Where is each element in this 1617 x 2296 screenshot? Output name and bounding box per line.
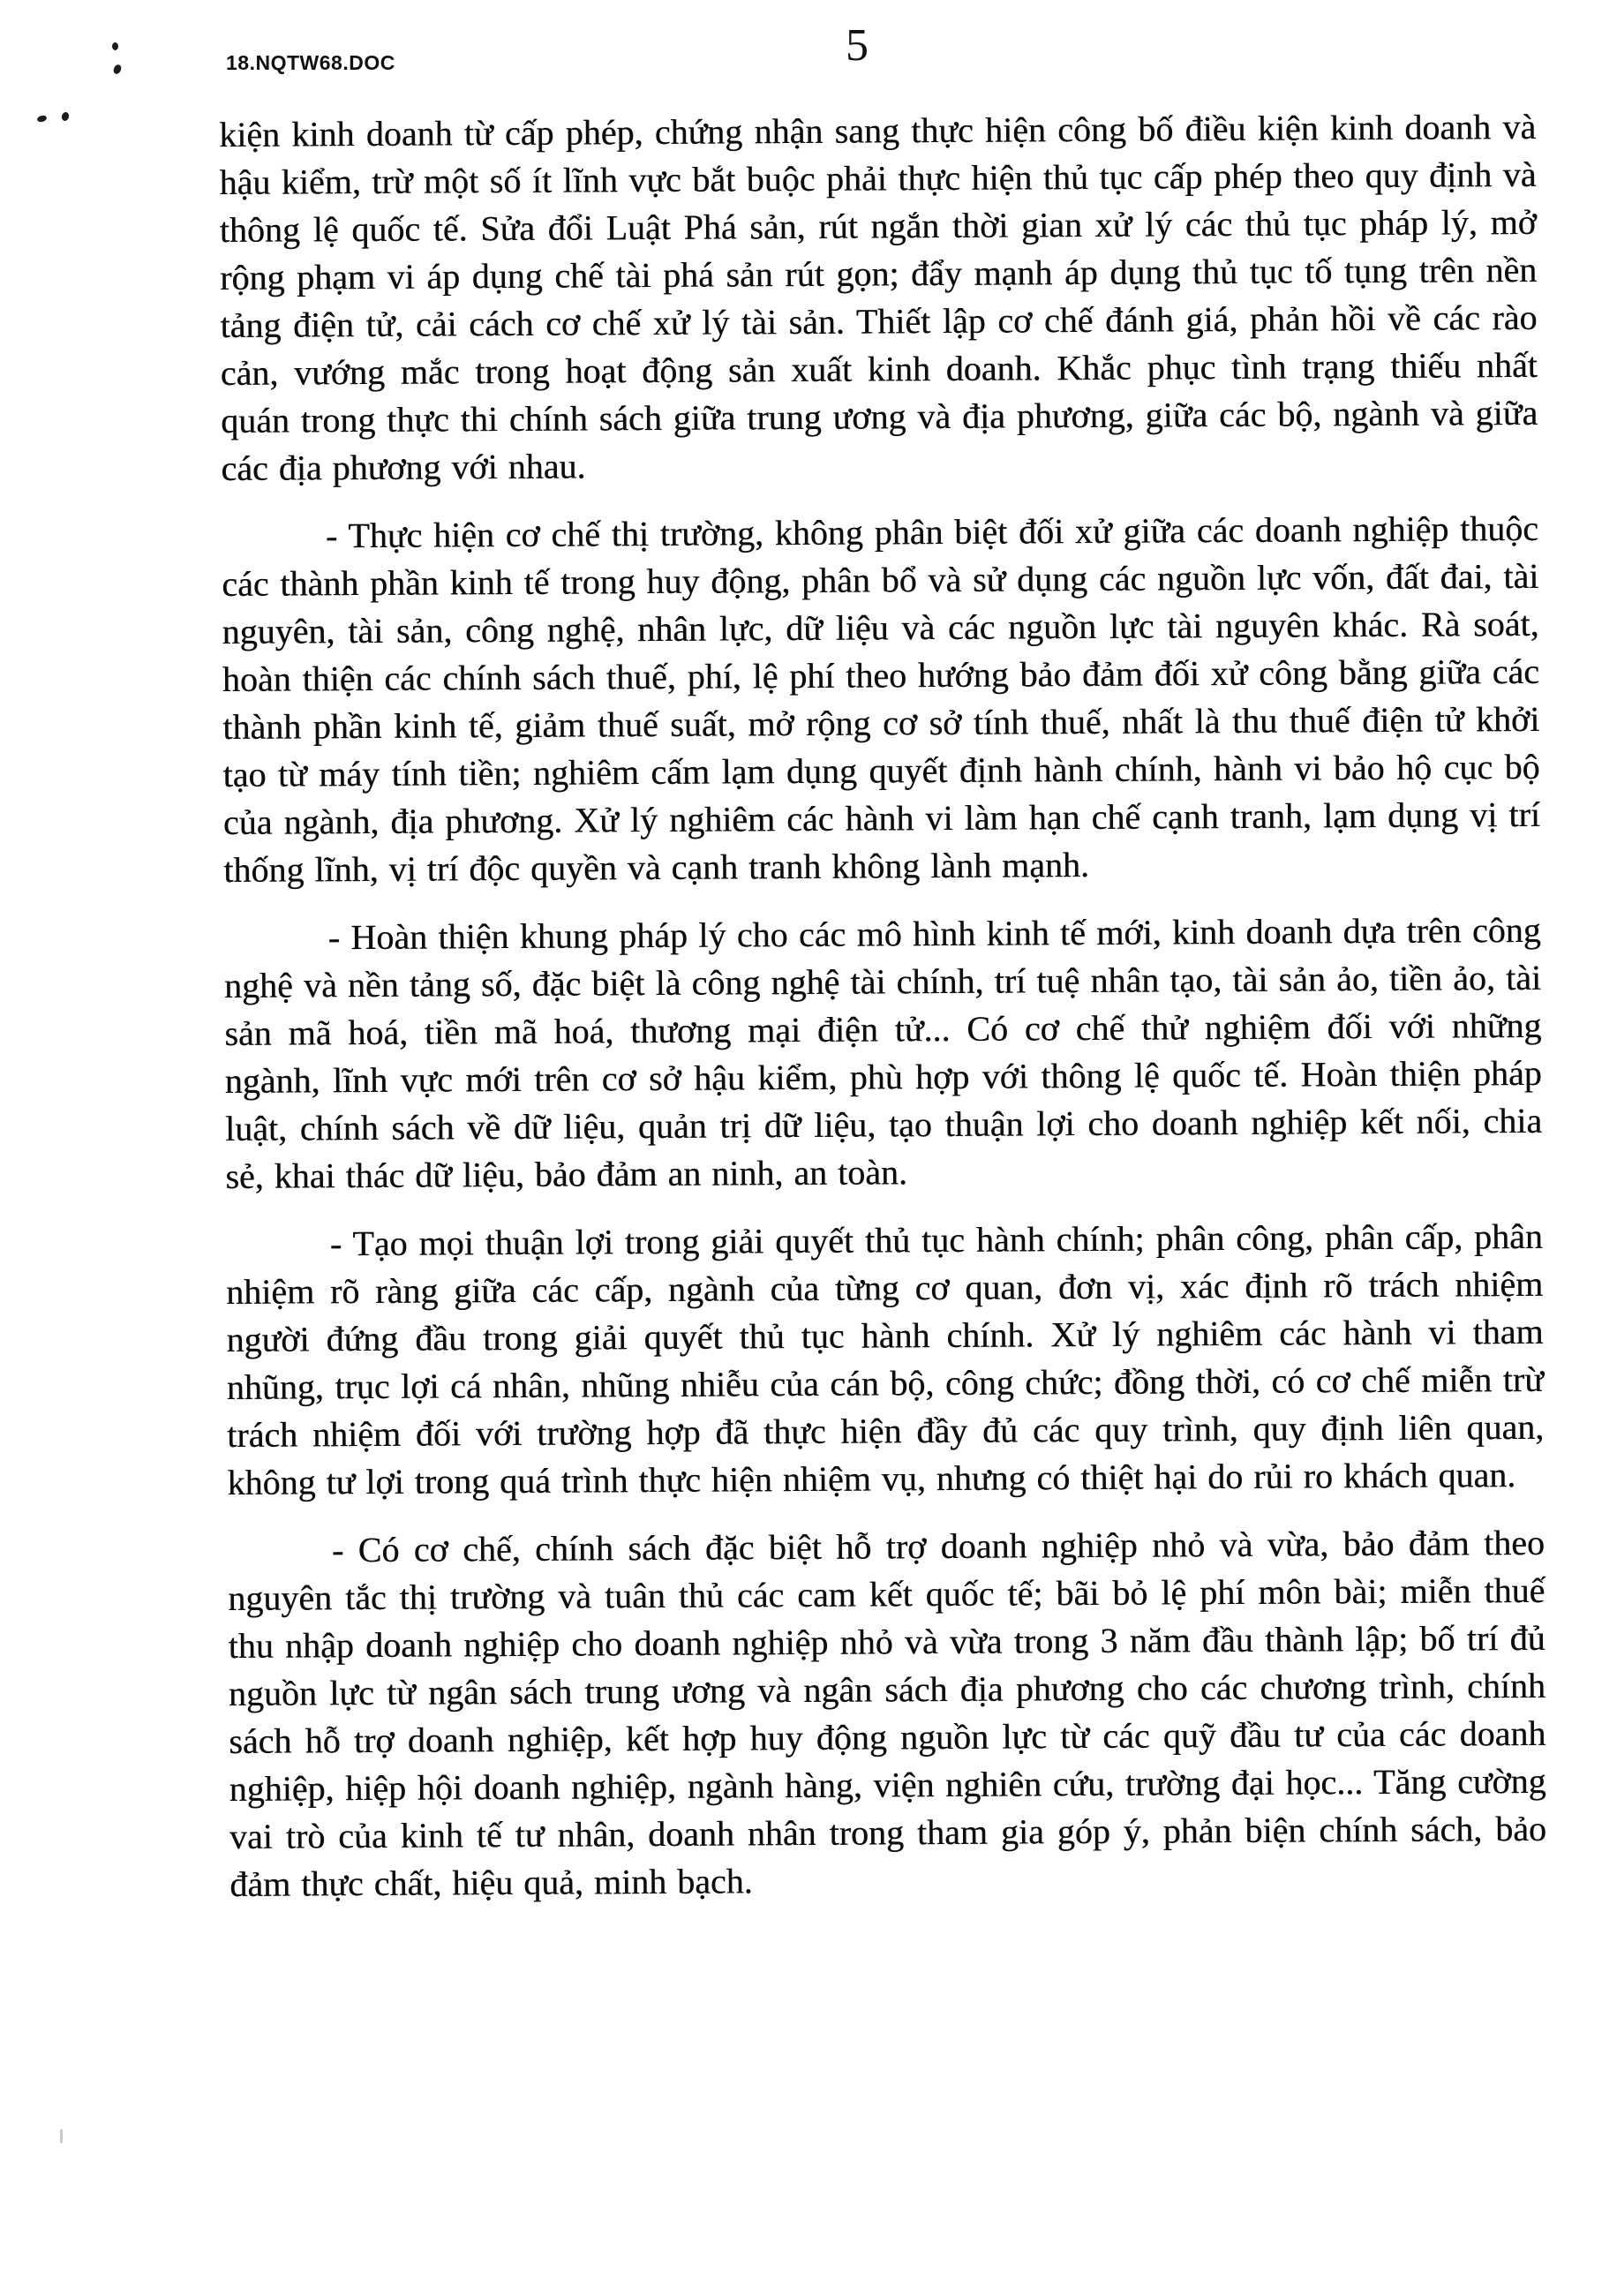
scan-artifact-dot: [61, 111, 70, 122]
page-number: 5: [846, 20, 869, 71]
scan-artifact-dot: [112, 42, 118, 50]
scan-artifact-mark: [60, 2129, 63, 2143]
scan-artifact-dot: [36, 115, 47, 124]
paragraph-continuation: kiện kinh doanh từ cấp phép, chứng nhận sang thực hiện công bố điều kiện kinh doanh và hậu kiểm, trừ một số ít lĩnh vực bắt buộc phải thực hiện thủ tục cấp phép theo quy định và thông lệ quốc tế. Sửa đổi Luật Phá sản, rút ngắn thời gian xử lý các thủ tục pháp lý, mở rộng phạm vi áp dụng chế tài phá sản rút gọn; đẩy mạnh áp dụng thủ tục tố tụng trên nền tảng điện tử, cải cách cơ chế xử lý tài sản. Thiết lập cơ chế đánh giá, phản hồi về các rào cản, vướng mắc trong hoạt động sản xuất kinh doanh. Khắc phục tình trạng thiếu nhất quán trong thực thi chính sách giữa trung ương và địa phương, giữa các bộ, ngành và giữa các địa phương với nhau.: [219, 106, 1538, 488]
scan-artifact-dot: [112, 64, 123, 75]
paragraph-new-economy-legal-framework: - Hoàn thiện khung pháp lý cho các mô hình kinh tế mới, kinh doanh dựa trên công nghệ và nền tảng số, đặc biệt là công nghệ tài chính, trí tuệ nhân tạo, tài sản ảo, tiền ảo, tài sản mã hoá, tiền mã hoá, thương mại điện tử... Có cơ chế thử nghiệm đối với những ngành, lĩnh vực mới trên cơ sở hậu kiểm, phù hợp với thông lệ quốc tế. Hoàn thiện pháp luật, chính sách về dữ liệu, quản trị dữ liệu, tạo thuận lợi cho doanh nghiệp kết nối, chia sẻ, khai thác dữ liệu, bảo đảm an ninh, an toàn.: [223, 909, 1543, 1196]
paragraph-administrative-procedures: - Tạo mọi thuận lợi trong giải quyết thủ tục hành chính; phân công, phân cấp, phân nhiệm rõ ràng giữa các cấp, ngành của từng cơ quan, đơn vị, xác định rõ trách nhiệm người đứng đầu trong giải quyết thủ tục hành chính. Xử lý nghiêm các hành vi tham nhũng, trục lợi cá nhân, nhũng nhiễu của cán bộ, công chức; đồng thời, có cơ chế miễn trừ trách nhiệm đối với trường hợp đã thực hiện đầy đủ các quy trình, quy định liên quan, không tư lợi trong quá trình thực hiện nhiệm vụ, nhưng có thiệt hại do rủi ro khách quan.: [226, 1216, 1545, 1502]
document-filename: 18.NQTW68.DOC: [226, 51, 395, 74]
document-body: [219, 103, 1546, 1908]
paragraph-sme-support-policy: - Có cơ chế, chính sách đặc biệt hỗ trợ doanh nghiệp nhỏ và vừa, bảo đảm theo nguyên tắc thị trường và tuân thủ các cam kết quốc tế; bãi bỏ lệ phí môn bài; miễn thuế thu nhập doanh nghiệp cho doanh nghiệp nhỏ và vừa trong 3 năm đầu thành lập; bố trí đủ nguồn lực từ ngân sách trung ương và ngân sách địa phương cho các chương trình, chính sách hỗ trợ doanh nghiệp, kết hợp huy động nguồn lực từ các quỹ đầu tư của các doanh nghiệp, hiệp hội doanh nghiệp, ngành hàng, viện nghiên cứu, trường đại học... Tăng cường vai trò của kinh tế tư nhân, doanh nhân trong tham gia góp ý, phản biện chính sách, bảo đảm thực chất, hiệu quả, minh bạch.: [228, 1522, 1547, 1904]
paragraph-market-mechanism: - Thực hiện cơ chế thị trường, không phân biệt đối xử giữa các doanh nghiệp thuộc các thành phần kinh tế trong huy động, phân bổ và sử dụng các nguồn lực vốn, đất đai, tài nguyên, tài sản, công nghệ, nhân lực, dữ liệu và các nguồn lực tài nguyên khác. Rà soát, hoàn thiện các chính sách thuế, phí, lệ phí theo hướng bảo đảm đối xử công bằng giữa các thành phần kinh tế, giảm thuế suất, mở rộng cơ sở tính thuế, nhất là thu thuế điện tử khởi tạo từ máy tính tiền; nghiêm cấm lạm dụng quyết định hành chính, hành vi bảo hộ cục bộ của ngành, địa phương. Xử lý nghiêm các hành vi làm hạn chế cạnh tranh, lạm dụng vị trí thống lĩnh, vị trí độc quyền và cạnh tranh không lành mạnh.: [222, 508, 1541, 890]
